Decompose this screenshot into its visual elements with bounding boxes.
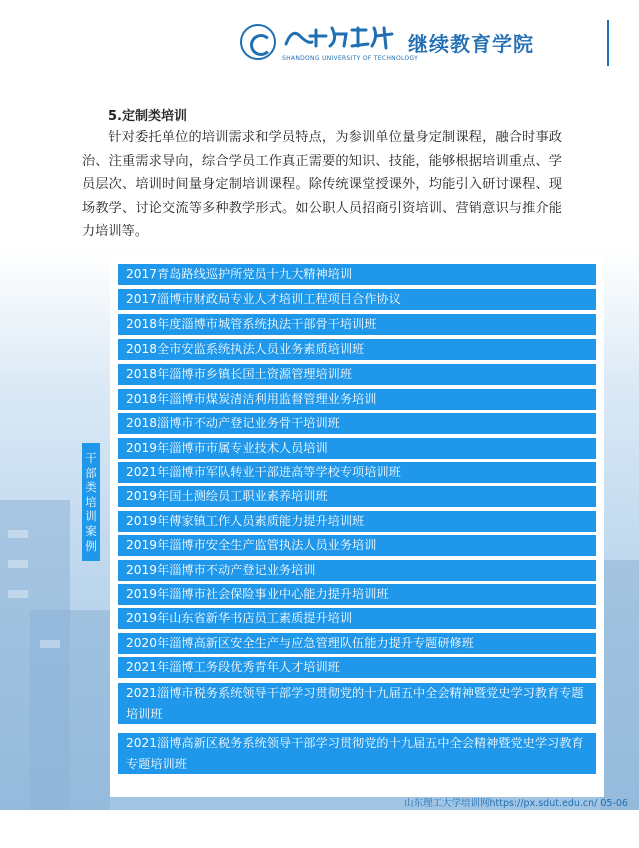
college-name: 继续教育学院 [408, 32, 534, 56]
page-header [0, 0, 639, 80]
section-title: 5.定制类培训 [108, 109, 187, 124]
case-item: 2021年淄博市军队转业干部进高等学校专项培训班 [118, 462, 596, 483]
university-seal-icon [240, 24, 276, 60]
case-item: 2020年淄博高新区安全生产与应急管理队伍能力提升专题研修班 [118, 633, 596, 654]
case-item: 2018全市安监系统执法人员业务素质培训班 [118, 339, 596, 360]
background-window [8, 560, 28, 568]
case-item: 2019年淄博市社会保险事业中心能力提升培训班 [118, 584, 596, 605]
case-item: 2018淄博市不动产登记业务骨干培训班 [118, 413, 596, 434]
background-window [8, 590, 28, 598]
university-calligraphy-logo [282, 22, 402, 52]
university-english-name: SHANDONG UNIVERSITY OF TECHNOLOGY [282, 55, 419, 62]
case-category-label: 干部类培训案例 [82, 443, 100, 561]
header-divider [607, 20, 609, 66]
background-window [40, 640, 60, 648]
case-item: 2019年淄博市市属专业技术人员培训 [118, 438, 596, 459]
case-item: 2019年国土测绘员工职业素养培训班 [118, 486, 596, 507]
background-building [600, 560, 639, 810]
section-paragraph: 针对委托单位的培训需求和学员特点，为参训单位量身定制课程，融合时事政治、注重需求导向，综合学员工作真正需要的知识、技能，能够根据培训重点、学员层次、培训时间量身定制培训课程。除传统课堂授课外，均能引入研讨课程、现场教学、讨论交流等多种教学形式。如公职人员招商引资培训、营销意识与推介能力培训等。 [82, 130, 562, 240]
page-footer: 山东理工大学培训网https://px.sdut.edu.cn/ 05-06 [404, 798, 628, 809]
case-item: 2017淄博市财政局专业人才培训工程项目合作协议 [118, 289, 596, 310]
case-item: 2017青岛路线巡护所党员十九大精神培训 [118, 264, 596, 285]
case-item: 2018年淄博市煤炭清洁利用监督管理业务培训 [118, 389, 596, 410]
case-item: 2019年淄博市安全生产监管执法人员业务培训 [118, 535, 596, 556]
case-item: 2019年傅家镇工作人员素质能力提升培训班 [118, 511, 596, 532]
case-item: 2019年淄博市不动产登记业务培训 [118, 560, 596, 581]
case-item: 2021年淄博工务段优秀青年人才培训班 [118, 657, 596, 678]
case-item: 2018年淄博市乡镇长国土资源管理培训班 [118, 364, 596, 385]
case-item: 2021淄博高新区税务系统领导干部学习贯彻党的十九届五中全会精神暨党史学习教育专题培训班 [118, 733, 596, 774]
case-item: 2018年度淄博市城管系统执法干部骨干培训班 [118, 314, 596, 335]
case-item: 2019年山东省新华书店员工素质提升培训 [118, 608, 596, 629]
background-window [8, 530, 28, 538]
case-item: 2021淄博市税务系统领导干部学习贯彻党的十九届五中全会精神暨党史学习教育专题培训班 [118, 683, 596, 724]
